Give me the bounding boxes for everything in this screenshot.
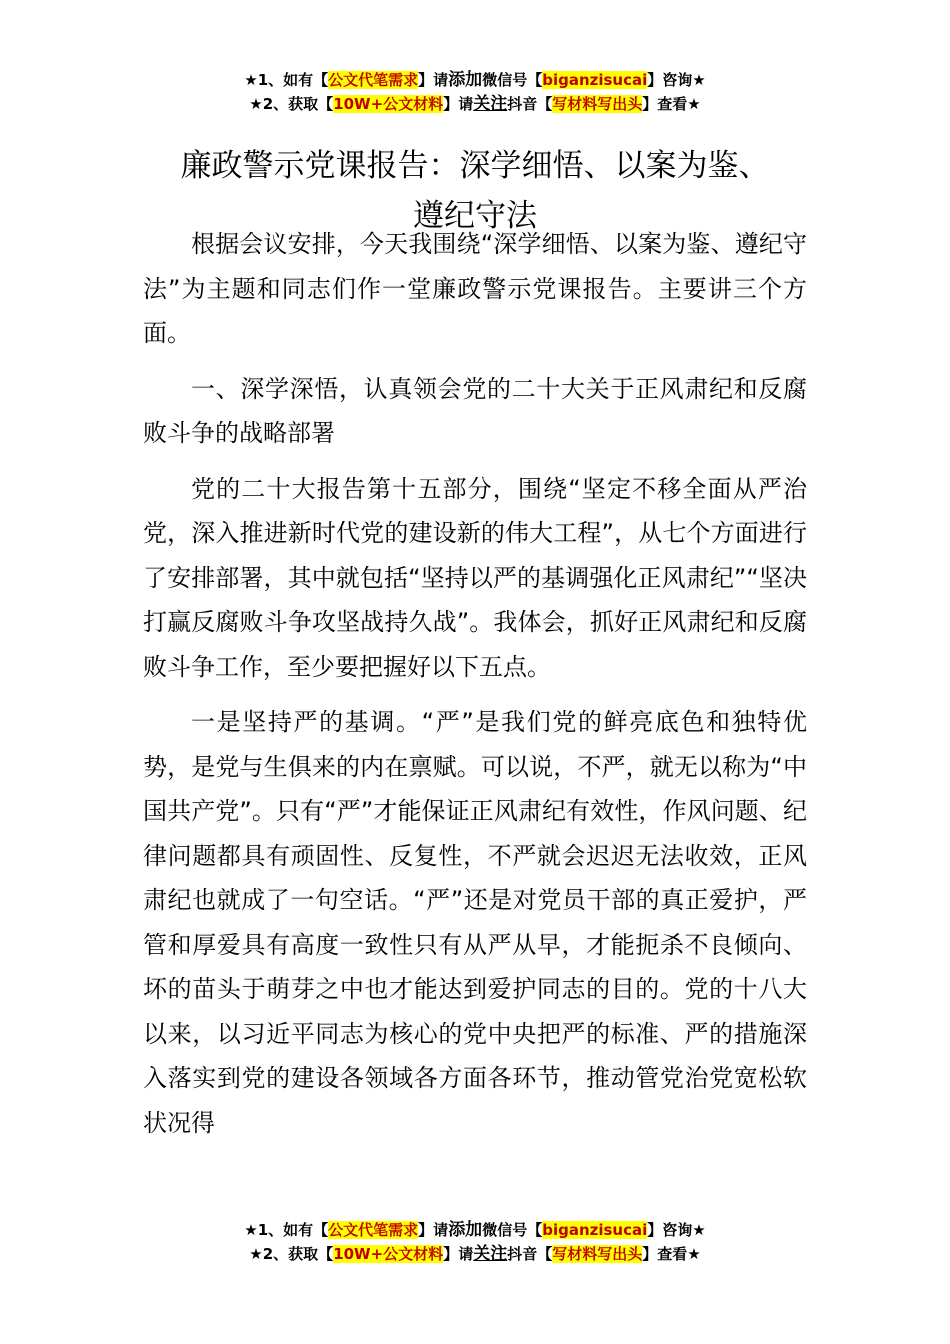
- highlight-text: biganzisucai: [542, 71, 648, 89]
- document-body: [143, 222, 807, 1156]
- banner-text: 1、如有【: [257, 1221, 329, 1239]
- banner-line-1: [0, 1218, 950, 1242]
- highlight-text: 10W+公文材料: [333, 1245, 444, 1263]
- banner-text: 】查看★: [642, 1245, 701, 1263]
- footer-banner: [0, 1218, 950, 1266]
- paragraph-intro: 根据会议安排，今天我围绕“深学细悟、以案为鉴、遵纪守法”为主题和同志们作一堂廉政警示党课报告。主要讲三个方面。: [143, 230, 807, 347]
- highlight-text: 10W+公文材料: [333, 95, 444, 113]
- banner-text: 】请: [418, 71, 449, 89]
- banner-text: 】咨询★: [647, 71, 706, 89]
- emphasis-text: 添加: [448, 70, 483, 90]
- banner-text: 】查看★: [642, 95, 701, 113]
- banner-text: 2、获取【: [262, 95, 334, 113]
- banner-text: 】请: [443, 1245, 474, 1263]
- star-icon: ★: [244, 1221, 258, 1239]
- banner-line-1: [0, 68, 950, 92]
- banner-text: 】请: [418, 1221, 449, 1239]
- star-icon: ★: [249, 95, 263, 113]
- banner-text: 抖音【: [507, 1245, 553, 1263]
- header-banner: [0, 68, 950, 116]
- paragraph: 党的二十大报告第十五部分，围绕“坚定不移全面从严治党，深入推进新时代党的建设新的伟大工程”，从七个方面进行了安排部署，其中就包括“坚持以严的基调强化正风肃纪”“坚决打赢反腐败斗争攻坚战持久战”。我体会，抓好正风肃纪和反腐败斗争工作，至少要把握好以下五点。: [143, 474, 807, 681]
- title-line-2: 遵纪守法: [413, 197, 537, 234]
- highlight-text: 写材料写出头: [552, 1245, 643, 1263]
- banner-text: 1、如有【: [257, 71, 329, 89]
- paragraph: 一是坚持严的基调。“严”是我们党的鲜亮底色和独特优势，是党与生俱来的内在禀赋。可以说，不严，就无以称为“中国共产党”。只有“严”才能保证正风肃纪有效性，作风问题、纪律问题都具有顽固性、反复性，不严就会迟迟无法收效，正风肃纪也就成了一句空话。“严”还是对党员干部的真正爱护，严管和厚爱具有高度一致性只有从严从早，才能扼杀不良倾向、坏的苗头于萌芽之中也才能达到爱护同志的目的。党的十八大以来，以习近平同志为核心的党中央把严的标准、严的措施深入落实到党的建设各领域各方面各环节，推动管党治党宽松软状况得: [143, 708, 807, 1137]
- banner-text: 】咨询★: [647, 1221, 706, 1239]
- emphasis-text: 关注: [473, 94, 508, 114]
- emphasis-text: 添加: [448, 1220, 483, 1240]
- banner-line-2: [0, 92, 950, 116]
- banner-text: 微信号【: [482, 1221, 543, 1239]
- highlight-text: biganzisucai: [542, 1221, 648, 1239]
- star-icon: ★: [244, 71, 258, 89]
- banner-text: 微信号【: [482, 71, 543, 89]
- highlight-text: 公文代笔需求: [328, 71, 419, 89]
- section-heading: 一、深学深悟，认真领会党的二十大关于正风肃纪和反腐败斗争的战略部署: [143, 374, 807, 447]
- banner-text: 2、获取【: [262, 1245, 334, 1263]
- banner-text: 】请: [443, 95, 474, 113]
- highlight-text: 公文代笔需求: [328, 1221, 419, 1239]
- star-icon: ★: [249, 1245, 263, 1263]
- highlight-text: 写材料写出头: [552, 95, 643, 113]
- emphasis-text: 关注: [473, 1244, 508, 1264]
- title-line-1: 廉政警示党课报告：深学细悟、以案为鉴、: [180, 147, 770, 184]
- banner-text: 抖音【: [507, 95, 553, 113]
- banner-line-2: [0, 1242, 950, 1266]
